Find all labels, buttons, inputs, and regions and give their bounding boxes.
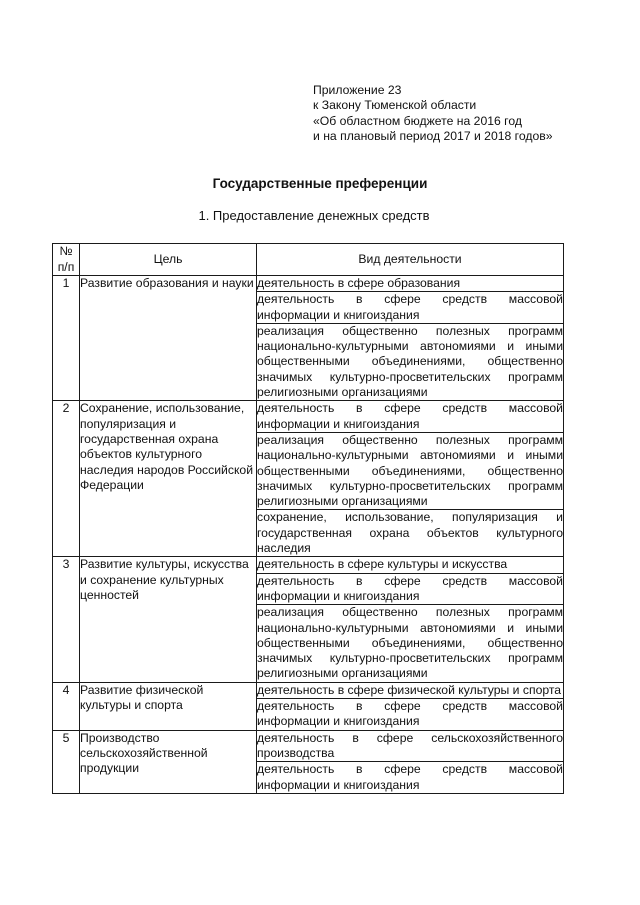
row-goal: Развитие физической культуры и спорта <box>80 682 257 730</box>
row-activity: сохранение, использование, популяризация и государственная охрана объектов культурного наследия <box>257 510 563 556</box>
header-number-line1: № <box>59 244 73 259</box>
header-number-line2: п/п <box>57 259 75 274</box>
row-number: 4 <box>53 682 80 730</box>
header-number <box>53 244 80 276</box>
table-row <box>53 557 564 573</box>
row-number: 3 <box>53 557 80 682</box>
document-title: Государственные преференции <box>212 176 428 191</box>
table-row <box>53 276 564 292</box>
row-activity: деятельность в сфере средств массовой информации и книгоиздания <box>257 401 563 431</box>
row-activity: реализация общественно полезных программ национально-культурными автономиями и иными общественными объединениями, общественно значимых культурно-просветительских программ религиозными организациями <box>257 605 563 681</box>
row-number: 2 <box>53 401 80 557</box>
row-goal: Сохранение, использование, популяризация и государственная охрана объектов культурного наследия народов Российской Федерации <box>80 401 257 557</box>
header-goal: Цель <box>80 244 257 276</box>
row-activity: деятельность в сфере физической культуры и спорта <box>257 682 564 698</box>
row-number: 1 <box>53 276 80 401</box>
row-activity: деятельность в сфере культуры и искусства <box>257 557 564 573</box>
table-header-row <box>53 244 564 276</box>
row-activity: реализация общественно полезных программ национально-культурными автономиями и иными общественными объединениями, общественно значимых культурно-просветительских программ религиозными организациями <box>257 323 563 400</box>
row-goal: Развитие образования и науки <box>80 276 257 401</box>
table-row <box>53 682 564 698</box>
table-row <box>53 730 564 762</box>
row-activity: деятельность в сфере средств массовой информации и книгоиздания <box>257 699 563 729</box>
header-activity: Вид деятельности <box>257 244 564 276</box>
row-activity: деятельность в сфере средств массовой информации и книгоиздания <box>257 292 563 322</box>
row-number: 5 <box>53 730 80 793</box>
appendix-line: «Об областном бюджете на 2016 год <box>313 113 522 128</box>
appendix-reference <box>313 83 553 144</box>
row-activity: деятельность в сфере средств массовой информации и книгоиздания <box>257 573 563 603</box>
row-goal: Производство сельскохозяйственной продукции <box>80 730 257 793</box>
row-activity: деятельность в сфере средств массовой информации и книгоиздания <box>257 762 563 792</box>
appendix-line: и на плановый период 2017 и 2018 годов» <box>313 128 553 143</box>
row-activity: деятельность в сфере сельскохозяйственного производства <box>257 730 563 760</box>
row-activity: деятельность в сфере образования <box>257 276 564 292</box>
preferences-table <box>52 243 564 794</box>
appendix-line: к Закону Тюменской области <box>313 98 477 113</box>
row-activity: реализация общественно полезных программ национально-культурными автономиями и иными общественными объединениями, общественно значимых культурно-просветительских программ религиозными организациями <box>257 432 563 509</box>
appendix-line: Приложение 23 <box>313 83 402 97</box>
section-subtitle: 1. Предоставление денежных средств <box>198 208 430 223</box>
table-row <box>53 401 564 433</box>
row-goal: Развитие культуры, искусства и сохранение культурных ценностей <box>80 557 257 682</box>
